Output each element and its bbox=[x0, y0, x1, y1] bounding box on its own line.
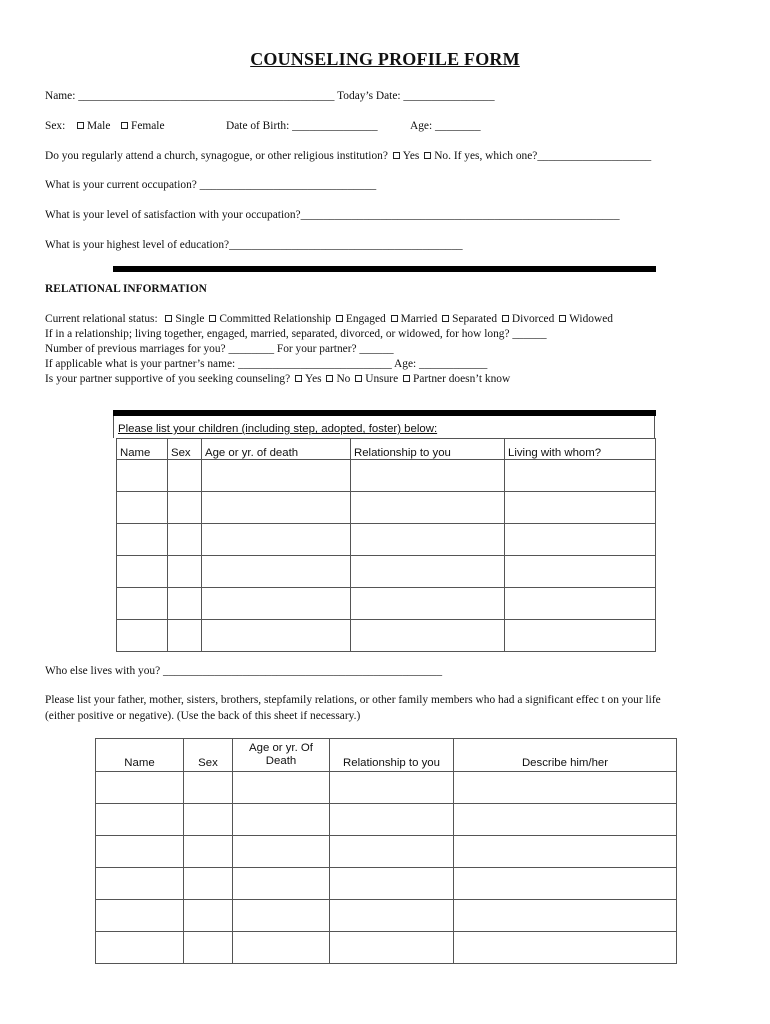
table-cell[interactable] bbox=[184, 900, 233, 932]
table-cell[interactable] bbox=[351, 460, 505, 492]
family-intro-line-1: Please list your father, mother, sisters, brothers, stepfamily relations, or other family members who had a significant effec t on your life bbox=[45, 694, 661, 706]
table-cell[interactable] bbox=[202, 556, 351, 588]
table-cell[interactable] bbox=[330, 804, 454, 836]
table-cell[interactable] bbox=[233, 932, 330, 964]
table-cell[interactable] bbox=[96, 836, 184, 868]
table-cell[interactable] bbox=[117, 492, 168, 524]
education-line[interactable]: What is your highest level of education?_________________________________________ bbox=[45, 239, 463, 251]
table-cell[interactable] bbox=[117, 460, 168, 492]
table-cell[interactable] bbox=[117, 524, 168, 556]
previous-marriages-line[interactable]: Number of previous marriages for you? ________ For your partner? ______ bbox=[45, 343, 394, 355]
table-cell[interactable] bbox=[351, 492, 505, 524]
table-cell[interactable] bbox=[96, 772, 184, 804]
col-sex: Sex bbox=[184, 739, 233, 772]
table-cell[interactable] bbox=[454, 932, 677, 964]
table-row bbox=[96, 868, 677, 900]
relationship-length-line[interactable]: If in a relationship; living together, engaged, married, separated, divorced, or widowed, for how long? ______ bbox=[45, 328, 547, 340]
table-cell[interactable] bbox=[117, 588, 168, 620]
col-age: Age or yr. of death bbox=[202, 439, 351, 460]
supportive-unknown-label: Partner doesn’t know bbox=[413, 373, 511, 385]
table-cell[interactable] bbox=[505, 492, 656, 524]
section-divider bbox=[113, 266, 656, 272]
table-cell[interactable] bbox=[505, 588, 656, 620]
option-divorced: Divorced bbox=[511, 313, 555, 325]
table-cell[interactable] bbox=[117, 556, 168, 588]
option-married: Married bbox=[400, 313, 438, 325]
table-cell[interactable] bbox=[168, 524, 202, 556]
table-row bbox=[96, 804, 677, 836]
table-cell[interactable] bbox=[330, 932, 454, 964]
table-cell[interactable] bbox=[351, 556, 505, 588]
widowed-checkbox[interactable] bbox=[559, 315, 566, 322]
divorced-checkbox[interactable] bbox=[502, 315, 509, 322]
supportive-no-checkbox[interactable] bbox=[326, 375, 333, 382]
col-sex: Sex bbox=[168, 439, 202, 460]
form-title: COUNSELING PROFILE FORM bbox=[250, 49, 520, 69]
option-committed: Committed Relationship bbox=[219, 313, 331, 325]
table-cell[interactable] bbox=[330, 836, 454, 868]
children-header-row bbox=[117, 439, 656, 460]
table-cell[interactable] bbox=[351, 588, 505, 620]
male-checkbox[interactable] bbox=[77, 122, 84, 129]
option-separated: Separated bbox=[452, 313, 498, 325]
table-cell[interactable] bbox=[233, 868, 330, 900]
table-cell[interactable] bbox=[454, 836, 677, 868]
supportive-unknown-checkbox[interactable] bbox=[403, 375, 410, 382]
religion-yes-label: Yes bbox=[402, 150, 420, 162]
sex-female-option[interactable] bbox=[119, 120, 165, 132]
col-name: Name bbox=[117, 439, 168, 460]
table-cell[interactable] bbox=[505, 460, 656, 492]
family-header-row bbox=[96, 739, 677, 772]
religion-question bbox=[45, 150, 651, 162]
supportive-no-label: No bbox=[336, 373, 351, 385]
religion-question-text: Do you regularly attend a church, synagogue, or other religious institution? bbox=[45, 150, 388, 162]
status-label: Current relational status: bbox=[45, 313, 158, 325]
table-cell[interactable] bbox=[233, 804, 330, 836]
table-cell[interactable] bbox=[505, 620, 656, 652]
supportive-unsure-label: Unsure bbox=[365, 373, 399, 385]
age-field[interactable]: Age: ________ bbox=[410, 120, 481, 132]
dob-field[interactable]: Date of Birth: _______________ bbox=[226, 120, 378, 132]
table-cell[interactable] bbox=[184, 772, 233, 804]
table-cell[interactable] bbox=[454, 900, 677, 932]
table-cell[interactable] bbox=[505, 524, 656, 556]
relational-heading: RELATIONAL INFORMATION bbox=[45, 283, 207, 295]
supportive-unsure-checkbox[interactable] bbox=[355, 375, 362, 382]
relational-status-line bbox=[45, 313, 613, 325]
col-living-with: Living with whom? bbox=[505, 439, 656, 460]
option-single: Single bbox=[175, 313, 205, 325]
table-row bbox=[117, 620, 656, 652]
table-cell[interactable] bbox=[96, 932, 184, 964]
sex-label: Sex: bbox=[45, 120, 66, 132]
table-cell[interactable] bbox=[202, 492, 351, 524]
table-row bbox=[96, 900, 677, 932]
option-widowed: Widowed bbox=[569, 313, 613, 325]
married-checkbox[interactable] bbox=[391, 315, 398, 322]
table-row bbox=[117, 492, 656, 524]
table-cell[interactable] bbox=[184, 932, 233, 964]
table-row bbox=[117, 588, 656, 620]
family-intro-line-2: (either positive or negative). (Use the back of this sheet if necessary.) bbox=[45, 710, 361, 722]
female-label: Female bbox=[131, 120, 165, 132]
col-describe: Describe him/her bbox=[454, 739, 677, 772]
table-row bbox=[96, 772, 677, 804]
table-cell[interactable] bbox=[454, 804, 677, 836]
table-cell[interactable] bbox=[330, 868, 454, 900]
satisfaction-line[interactable]: What is your level of satisfaction with your occupation?________________________________________________________ bbox=[45, 209, 620, 221]
table-cell[interactable] bbox=[351, 620, 505, 652]
table-cell[interactable] bbox=[454, 868, 677, 900]
option-engaged: Engaged bbox=[345, 313, 386, 325]
engaged-checkbox[interactable] bbox=[336, 315, 343, 322]
female-checkbox[interactable] bbox=[121, 122, 128, 129]
religion-no-label[interactable]: No. If yes, which one?____________________ bbox=[434, 150, 652, 162]
col-relationship: Relationship to you bbox=[351, 439, 505, 460]
religion-yes-checkbox[interactable] bbox=[393, 152, 400, 159]
table-row bbox=[96, 932, 677, 964]
table-cell[interactable] bbox=[96, 868, 184, 900]
table-cell[interactable] bbox=[184, 836, 233, 868]
partner-name-line[interactable]: If applicable what is your partner’s name: ___________________________ Age: ____________ bbox=[45, 358, 488, 370]
single-checkbox[interactable] bbox=[165, 315, 172, 322]
table-cell[interactable] bbox=[330, 900, 454, 932]
table-cell[interactable] bbox=[168, 588, 202, 620]
children-table bbox=[116, 438, 656, 652]
table-cell[interactable] bbox=[184, 804, 233, 836]
table-cell[interactable] bbox=[351, 524, 505, 556]
who-else-line[interactable]: Who else lives with you? _________________________________________________ bbox=[45, 665, 443, 677]
male-label: Male bbox=[87, 120, 111, 132]
table-cell[interactable] bbox=[233, 772, 330, 804]
committed-checkbox[interactable] bbox=[209, 315, 216, 322]
table-cell[interactable] bbox=[202, 524, 351, 556]
occupation-line[interactable]: What is your current occupation? _______________________________ bbox=[45, 179, 377, 191]
table-cell[interactable] bbox=[330, 772, 454, 804]
separated-checkbox[interactable] bbox=[442, 315, 449, 322]
partner-supportive-line bbox=[45, 373, 510, 385]
col-relationship: Relationship to you bbox=[330, 739, 454, 772]
table-cell[interactable] bbox=[96, 804, 184, 836]
col-name: Name bbox=[96, 739, 184, 772]
table-cell[interactable] bbox=[233, 836, 330, 868]
table-cell[interactable] bbox=[505, 556, 656, 588]
family-table bbox=[95, 738, 677, 964]
table-row bbox=[96, 836, 677, 868]
table-cell[interactable] bbox=[202, 460, 351, 492]
table-row bbox=[117, 524, 656, 556]
name-line[interactable]: Name: _____________________________________________ Today’s Date: ________________ bbox=[45, 90, 495, 102]
table-row bbox=[117, 556, 656, 588]
col-age: Age or yr. Of Death bbox=[233, 739, 330, 772]
table-cell[interactable] bbox=[454, 772, 677, 804]
table-cell[interactable] bbox=[233, 900, 330, 932]
table-cell[interactable] bbox=[96, 900, 184, 932]
supportive-question: Is your partner supportive of you seeking counseling? bbox=[45, 373, 291, 385]
children-table-top-bar bbox=[113, 410, 656, 416]
religion-no-checkbox[interactable] bbox=[424, 152, 431, 159]
table-cell[interactable] bbox=[168, 556, 202, 588]
children-table-caption: Please list your children (including step, adopted, foster) below: bbox=[118, 423, 438, 435]
table-cell[interactable] bbox=[168, 460, 202, 492]
table-cell[interactable] bbox=[184, 868, 233, 900]
table-cell[interactable] bbox=[117, 620, 168, 652]
table-cell[interactable] bbox=[202, 588, 351, 620]
table-cell[interactable] bbox=[168, 492, 202, 524]
supportive-yes-label: Yes bbox=[305, 373, 322, 385]
table-row bbox=[117, 460, 656, 492]
table-cell[interactable] bbox=[168, 620, 202, 652]
supportive-yes-checkbox[interactable] bbox=[295, 375, 302, 382]
sex-male-option[interactable] bbox=[75, 120, 110, 132]
table-cell[interactable] bbox=[202, 620, 351, 652]
